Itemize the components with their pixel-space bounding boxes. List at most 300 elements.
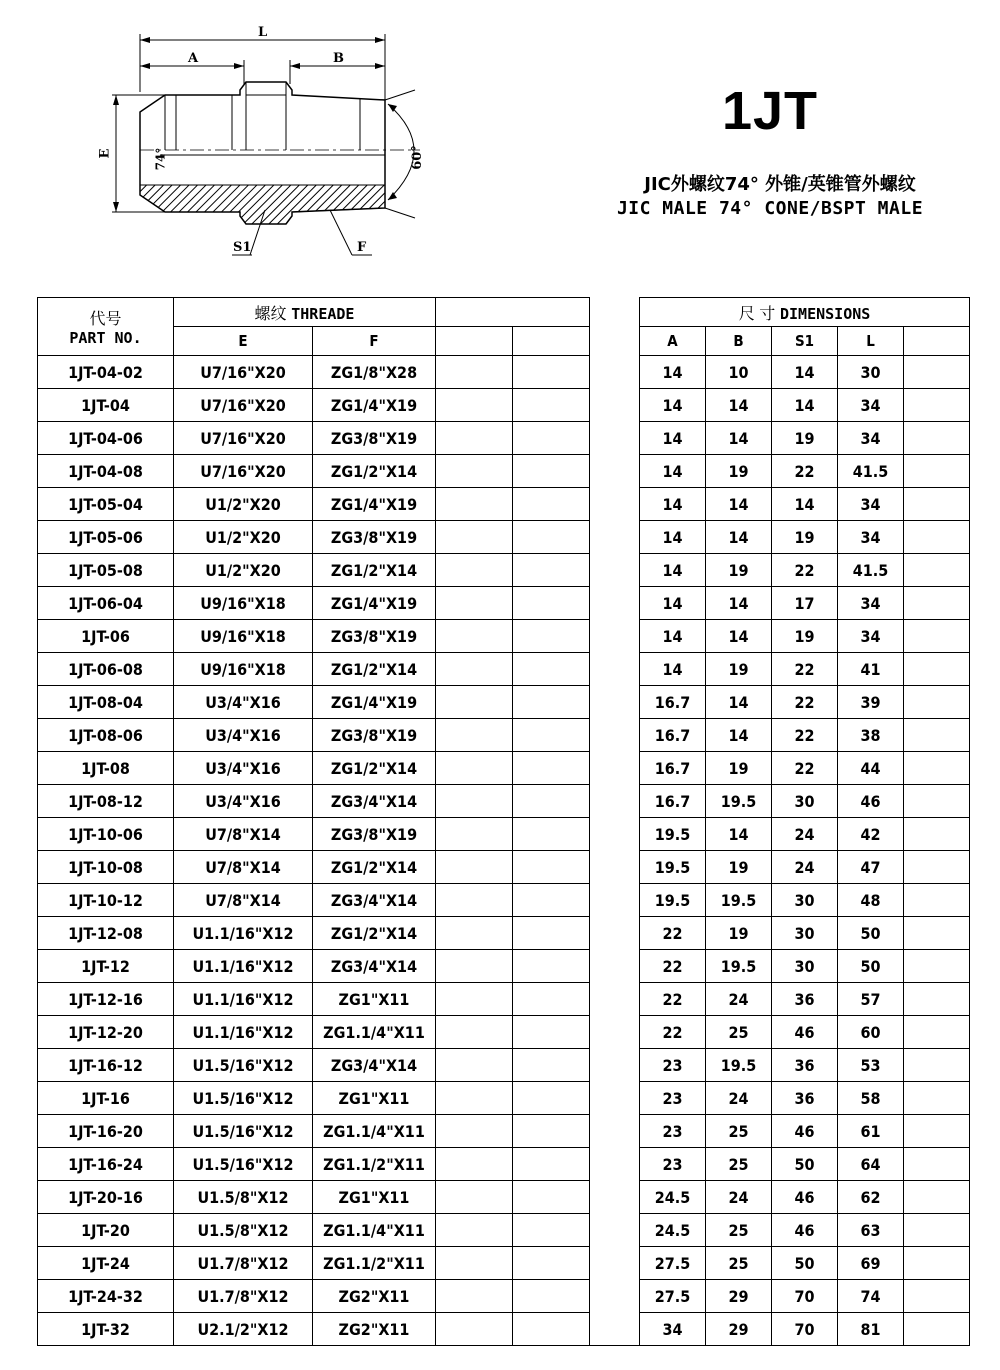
table-row bbox=[38, 653, 970, 686]
table-row bbox=[38, 950, 970, 983]
dim-label-74-degree: 74° bbox=[153, 147, 168, 171]
cell-dim-l: 53 bbox=[838, 1049, 904, 1082]
cell-dim-s1: 30 bbox=[772, 950, 838, 983]
cell-empty bbox=[513, 1049, 590, 1082]
row-gap bbox=[590, 686, 640, 719]
cell-empty bbox=[904, 686, 970, 719]
cell-dim-l: 30 bbox=[838, 356, 904, 389]
cell-thread-f: ZG3/8"X19 bbox=[313, 521, 436, 554]
cell-dim-l: 69 bbox=[838, 1247, 904, 1280]
row-gap bbox=[590, 818, 640, 851]
cell-dim-l: 42 bbox=[838, 818, 904, 851]
cell-empty bbox=[436, 1115, 513, 1148]
fitting-schematic bbox=[0, 0, 620, 290]
table-row bbox=[38, 1049, 970, 1082]
cell-thread-e: U9/16"X18 bbox=[174, 653, 313, 686]
cell-empty bbox=[436, 389, 513, 422]
header-col-e: E bbox=[174, 327, 313, 356]
cell-thread-f: ZG2"X11 bbox=[313, 1313, 436, 1346]
cell-thread-e: U1.7/8"X12 bbox=[174, 1247, 313, 1280]
cell-empty bbox=[513, 389, 590, 422]
table-row bbox=[38, 488, 970, 521]
cell-thread-f: ZG3/4"X14 bbox=[313, 950, 436, 983]
cell-thread-f: ZG1.1/2"X11 bbox=[313, 1148, 436, 1181]
cell-thread-f: ZG1/4"X19 bbox=[313, 686, 436, 719]
cell-thread-e: U1/2"X20 bbox=[174, 488, 313, 521]
cell-thread-e: U7/8"X14 bbox=[174, 818, 313, 851]
cell-empty bbox=[904, 488, 970, 521]
cell-empty bbox=[436, 1280, 513, 1313]
header-thread-cn: 螺纹 bbox=[254, 303, 287, 323]
cell-dim-a: 22 bbox=[640, 950, 706, 983]
table-row bbox=[38, 389, 970, 422]
cell-thread-f: ZG1/8"X28 bbox=[313, 356, 436, 389]
cell-dim-a: 34 bbox=[640, 1313, 706, 1346]
cell-empty bbox=[904, 752, 970, 785]
product-title: 1JT bbox=[721, 81, 819, 141]
row-gap bbox=[590, 554, 640, 587]
cell-dim-a: 23 bbox=[640, 1115, 706, 1148]
cell-empty bbox=[436, 587, 513, 620]
cell-thread-f: ZG3/4"X14 bbox=[313, 884, 436, 917]
cell-dim-a: 19.5 bbox=[640, 884, 706, 917]
cell-dim-s1: 14 bbox=[772, 389, 838, 422]
cell-dim-l: 34 bbox=[838, 521, 904, 554]
cell-dim-s1: 24 bbox=[772, 851, 838, 884]
cell-empty bbox=[904, 950, 970, 983]
cell-empty bbox=[904, 818, 970, 851]
cell-dim-b: 25 bbox=[706, 1115, 772, 1148]
cell-thread-f: ZG1.1/4"X11 bbox=[313, 1115, 436, 1148]
cell-dim-a: 14 bbox=[640, 587, 706, 620]
table-row bbox=[38, 620, 970, 653]
cell-thread-e: U1.1/16"X12 bbox=[174, 917, 313, 950]
header-col-s1: S1 bbox=[772, 327, 838, 356]
table-row bbox=[38, 1247, 970, 1280]
dim-label-b: B bbox=[333, 51, 344, 66]
cell-thread-f: ZG1/4"X19 bbox=[313, 587, 436, 620]
cell-dim-a: 14 bbox=[640, 620, 706, 653]
cell-dim-a: 22 bbox=[640, 917, 706, 950]
cell-empty bbox=[904, 1016, 970, 1049]
cell-thread-f: ZG3/4"X14 bbox=[313, 785, 436, 818]
cell-empty bbox=[513, 488, 590, 521]
cell-thread-f: ZG1/2"X14 bbox=[313, 752, 436, 785]
table-row bbox=[38, 818, 970, 851]
cell-empty bbox=[436, 1214, 513, 1247]
cell-dim-a: 16.7 bbox=[640, 719, 706, 752]
cell-part-number: 1JT-08 bbox=[38, 752, 174, 785]
cell-thread-e: U1.5/16"X12 bbox=[174, 1148, 313, 1181]
header-dimensions-cn: 尺 寸 bbox=[738, 303, 776, 323]
cell-thread-f: ZG1"X11 bbox=[313, 1082, 436, 1115]
table-row bbox=[38, 356, 970, 389]
cell-dim-b: 10 bbox=[706, 356, 772, 389]
cell-dim-s1: 30 bbox=[772, 785, 838, 818]
cell-dim-b: 19 bbox=[706, 917, 772, 950]
table-row bbox=[38, 884, 970, 917]
cell-dim-l: 81 bbox=[838, 1313, 904, 1346]
cell-empty bbox=[904, 1082, 970, 1115]
cell-part-number: 1JT-04-06 bbox=[38, 422, 174, 455]
cell-part-number: 1JT-08-04 bbox=[38, 686, 174, 719]
cell-thread-e: U1.5/8"X12 bbox=[174, 1214, 313, 1247]
cell-part-number: 1JT-04-08 bbox=[38, 455, 174, 488]
cell-dim-a: 14 bbox=[640, 455, 706, 488]
cell-empty bbox=[904, 356, 970, 389]
cell-thread-f: ZG1/2"X14 bbox=[313, 653, 436, 686]
cell-empty bbox=[513, 818, 590, 851]
cell-empty bbox=[513, 1148, 590, 1181]
header-col-b: B bbox=[706, 327, 772, 356]
cell-dim-b: 14 bbox=[706, 818, 772, 851]
table-row bbox=[38, 1280, 970, 1313]
table-row bbox=[38, 554, 970, 587]
header-col-l: L bbox=[838, 327, 904, 356]
cell-empty bbox=[436, 719, 513, 752]
cell-dim-s1: 24 bbox=[772, 818, 838, 851]
cell-dim-s1: 30 bbox=[772, 917, 838, 950]
cell-dim-l: 41.5 bbox=[838, 455, 904, 488]
cell-empty bbox=[513, 653, 590, 686]
cell-part-number: 1JT-12-20 bbox=[38, 1016, 174, 1049]
cell-thread-f: ZG1/4"X19 bbox=[313, 389, 436, 422]
cell-empty bbox=[513, 1016, 590, 1049]
cell-dim-a: 16.7 bbox=[640, 686, 706, 719]
cell-empty bbox=[513, 785, 590, 818]
cell-part-number: 1JT-08-12 bbox=[38, 785, 174, 818]
row-gap bbox=[590, 422, 640, 455]
cell-dim-b: 14 bbox=[706, 521, 772, 554]
cell-dim-b: 29 bbox=[706, 1313, 772, 1346]
cell-dim-l: 46 bbox=[838, 785, 904, 818]
cell-dim-s1: 46 bbox=[772, 1115, 838, 1148]
cell-dim-l: 34 bbox=[838, 620, 904, 653]
cell-part-number: 1JT-04-02 bbox=[38, 356, 174, 389]
cell-dim-b: 14 bbox=[706, 620, 772, 653]
cell-part-number: 1JT-12-16 bbox=[38, 983, 174, 1016]
cell-part-number: 1JT-12 bbox=[38, 950, 174, 983]
header-col-empty bbox=[513, 327, 590, 356]
row-gap bbox=[590, 1148, 640, 1181]
cell-dim-s1: 22 bbox=[772, 686, 838, 719]
cell-part-number: 1JT-24 bbox=[38, 1247, 174, 1280]
cell-thread-e: U3/4"X16 bbox=[174, 686, 313, 719]
cell-empty bbox=[436, 521, 513, 554]
header-thread-en: THREADE bbox=[291, 304, 355, 323]
cell-dim-a: 24.5 bbox=[640, 1214, 706, 1247]
dim-label-a: A bbox=[188, 51, 199, 66]
cell-thread-e: U2.1/2"X12 bbox=[174, 1313, 313, 1346]
cell-dim-l: 34 bbox=[838, 389, 904, 422]
cell-thread-e: U7/16"X20 bbox=[174, 389, 313, 422]
table-row bbox=[38, 752, 970, 785]
cell-empty bbox=[513, 554, 590, 587]
row-gap bbox=[590, 851, 640, 884]
row-gap bbox=[590, 1247, 640, 1280]
cell-part-number: 1JT-04 bbox=[38, 389, 174, 422]
cell-thread-e: U1.7/8"X12 bbox=[174, 1280, 313, 1313]
header-dimensions-en: DIMENSIONS bbox=[779, 304, 871, 323]
cell-dim-l: 60 bbox=[838, 1016, 904, 1049]
product-subtitle-english: JIC MALE 74° CONE/BSPT MALE bbox=[616, 198, 924, 219]
cell-part-number: 1JT-16-20 bbox=[38, 1115, 174, 1148]
row-gap bbox=[590, 1049, 640, 1082]
dim-label-l: L bbox=[258, 25, 268, 40]
dim-label-60-degree: 60° bbox=[409, 145, 425, 170]
cell-part-number: 1JT-05-04 bbox=[38, 488, 174, 521]
cell-dim-l: 58 bbox=[838, 1082, 904, 1115]
cell-empty bbox=[904, 653, 970, 686]
cell-dim-a: 19.5 bbox=[640, 851, 706, 884]
cell-dim-b: 25 bbox=[706, 1016, 772, 1049]
cell-empty bbox=[513, 1247, 590, 1280]
table-row bbox=[38, 521, 970, 554]
cell-empty bbox=[904, 851, 970, 884]
row-gap bbox=[590, 653, 640, 686]
cell-empty bbox=[904, 1148, 970, 1181]
cell-dim-b: 19.5 bbox=[706, 1049, 772, 1082]
cell-empty bbox=[904, 422, 970, 455]
cell-thread-e: U7/8"X14 bbox=[174, 851, 313, 884]
cell-dim-b: 14 bbox=[706, 719, 772, 752]
cell-empty bbox=[513, 719, 590, 752]
cell-dim-l: 41 bbox=[838, 653, 904, 686]
cell-thread-f: ZG1"X11 bbox=[313, 1181, 436, 1214]
cell-empty bbox=[904, 917, 970, 950]
cell-dim-a: 14 bbox=[640, 653, 706, 686]
row-gap bbox=[590, 983, 640, 1016]
cell-part-number: 1JT-12-08 bbox=[38, 917, 174, 950]
cell-dim-l: 62 bbox=[838, 1181, 904, 1214]
cell-dim-s1: 46 bbox=[772, 1016, 838, 1049]
cell-dim-b: 14 bbox=[706, 587, 772, 620]
cell-dim-l: 50 bbox=[838, 917, 904, 950]
row-gap bbox=[590, 389, 640, 422]
table-row bbox=[38, 917, 970, 950]
cell-dim-b: 19 bbox=[706, 851, 772, 884]
table-row bbox=[38, 686, 970, 719]
cell-dim-b: 14 bbox=[706, 422, 772, 455]
header-col-empty bbox=[436, 327, 513, 356]
cell-dim-a: 27.5 bbox=[640, 1280, 706, 1313]
cell-empty bbox=[904, 1115, 970, 1148]
cell-empty bbox=[904, 1247, 970, 1280]
cell-empty bbox=[513, 752, 590, 785]
cell-empty bbox=[513, 356, 590, 389]
cell-empty bbox=[436, 851, 513, 884]
cell-thread-f: ZG1.1/2"X11 bbox=[313, 1247, 436, 1280]
cell-thread-e: U1.5/16"X12 bbox=[174, 1082, 313, 1115]
row-gap bbox=[590, 455, 640, 488]
cell-empty bbox=[904, 884, 970, 917]
cell-dim-b: 14 bbox=[706, 389, 772, 422]
cell-dim-a: 14 bbox=[640, 356, 706, 389]
cell-dim-s1: 50 bbox=[772, 1247, 838, 1280]
row-gap bbox=[590, 620, 640, 653]
cell-dim-l: 34 bbox=[838, 488, 904, 521]
cell-thread-f: ZG1/2"X14 bbox=[313, 917, 436, 950]
cell-thread-f: ZG1.1/4"X11 bbox=[313, 1214, 436, 1247]
cell-thread-e: U3/4"X16 bbox=[174, 719, 313, 752]
cell-dim-s1: 70 bbox=[772, 1313, 838, 1346]
table-row bbox=[38, 1115, 970, 1148]
cell-thread-f: ZG2"X11 bbox=[313, 1280, 436, 1313]
row-gap bbox=[590, 1313, 640, 1346]
cell-thread-f: ZG3/8"X19 bbox=[313, 620, 436, 653]
cell-dim-s1: 19 bbox=[772, 422, 838, 455]
cell-thread-e: U9/16"X18 bbox=[174, 620, 313, 653]
cell-empty bbox=[513, 422, 590, 455]
table-row bbox=[38, 1214, 970, 1247]
cell-dim-s1: 36 bbox=[772, 1082, 838, 1115]
cell-part-number: 1JT-10-08 bbox=[38, 851, 174, 884]
cell-thread-f: ZG1.1/4"X11 bbox=[313, 1016, 436, 1049]
cell-empty bbox=[513, 1280, 590, 1313]
cell-thread-e: U1.1/16"X12 bbox=[174, 1016, 313, 1049]
cell-empty bbox=[904, 554, 970, 587]
row-gap bbox=[590, 884, 640, 917]
header-col-empty bbox=[904, 327, 970, 356]
cell-part-number: 1JT-10-12 bbox=[38, 884, 174, 917]
cell-empty bbox=[436, 1049, 513, 1082]
table-row bbox=[38, 422, 970, 455]
row-gap bbox=[590, 752, 640, 785]
cell-empty bbox=[904, 1313, 970, 1346]
cell-thread-e: U1/2"X20 bbox=[174, 521, 313, 554]
cell-empty bbox=[436, 1181, 513, 1214]
header-part-number bbox=[38, 298, 174, 356]
cell-empty bbox=[436, 1082, 513, 1115]
cell-dim-l: 74 bbox=[838, 1280, 904, 1313]
cell-thread-f: ZG1/2"X14 bbox=[313, 851, 436, 884]
cell-empty bbox=[513, 1181, 590, 1214]
cell-dim-l: 39 bbox=[838, 686, 904, 719]
header-gap bbox=[590, 298, 640, 356]
cell-empty bbox=[436, 1148, 513, 1181]
cell-part-number: 1JT-06 bbox=[38, 620, 174, 653]
cell-empty bbox=[436, 488, 513, 521]
cell-empty bbox=[513, 950, 590, 983]
cell-thread-f: ZG1"X11 bbox=[313, 983, 436, 1016]
table-row bbox=[38, 455, 970, 488]
row-gap bbox=[590, 785, 640, 818]
cell-dim-l: 48 bbox=[838, 884, 904, 917]
cell-part-number: 1JT-16 bbox=[38, 1082, 174, 1115]
cell-dim-a: 27.5 bbox=[640, 1247, 706, 1280]
cell-dim-l: 47 bbox=[838, 851, 904, 884]
cell-dim-s1: 50 bbox=[772, 1148, 838, 1181]
cell-empty bbox=[436, 983, 513, 1016]
cell-dim-s1: 22 bbox=[772, 554, 838, 587]
cell-empty bbox=[904, 983, 970, 1016]
cell-empty bbox=[436, 554, 513, 587]
cell-part-number: 1JT-16-24 bbox=[38, 1148, 174, 1181]
cell-empty bbox=[904, 389, 970, 422]
cell-empty bbox=[436, 620, 513, 653]
cell-empty bbox=[513, 686, 590, 719]
cell-empty bbox=[513, 1313, 590, 1346]
cell-empty bbox=[513, 1115, 590, 1148]
cell-dim-l: 63 bbox=[838, 1214, 904, 1247]
cell-thread-e: U1.5/16"X12 bbox=[174, 1049, 313, 1082]
cell-dim-s1: 17 bbox=[772, 587, 838, 620]
cell-dim-s1: 36 bbox=[772, 1049, 838, 1082]
cell-dim-a: 16.7 bbox=[640, 752, 706, 785]
cell-dim-s1: 30 bbox=[772, 884, 838, 917]
cell-dim-s1: 19 bbox=[772, 620, 838, 653]
header-part-number-cn: 代号 bbox=[89, 309, 122, 328]
cell-dim-l: 57 bbox=[838, 983, 904, 1016]
header-thread bbox=[174, 298, 436, 327]
cell-empty bbox=[904, 1181, 970, 1214]
cell-empty bbox=[904, 1049, 970, 1082]
cell-dim-b: 25 bbox=[706, 1148, 772, 1181]
row-gap bbox=[590, 488, 640, 521]
cell-empty bbox=[436, 785, 513, 818]
cell-empty bbox=[436, 950, 513, 983]
cell-dim-s1: 70 bbox=[772, 1280, 838, 1313]
cell-part-number: 1JT-20 bbox=[38, 1214, 174, 1247]
cell-dim-b: 19.5 bbox=[706, 950, 772, 983]
cell-empty bbox=[436, 1313, 513, 1346]
cell-empty bbox=[513, 587, 590, 620]
cell-part-number: 1JT-10-06 bbox=[38, 818, 174, 851]
cell-empty bbox=[513, 983, 590, 1016]
table-row bbox=[38, 785, 970, 818]
cell-thread-e: U7/16"X20 bbox=[174, 455, 313, 488]
row-gap bbox=[590, 1016, 640, 1049]
cell-part-number: 1JT-08-06 bbox=[38, 719, 174, 752]
cell-empty bbox=[436, 356, 513, 389]
table-row bbox=[38, 719, 970, 752]
cell-dim-l: 61 bbox=[838, 1115, 904, 1148]
cell-dim-s1: 36 bbox=[772, 983, 838, 1016]
cell-dim-l: 38 bbox=[838, 719, 904, 752]
cell-empty bbox=[513, 1214, 590, 1247]
cell-dim-b: 25 bbox=[706, 1214, 772, 1247]
cell-dim-a: 22 bbox=[640, 1016, 706, 1049]
table-row bbox=[38, 983, 970, 1016]
cell-part-number: 1JT-06-04 bbox=[38, 587, 174, 620]
cell-empty bbox=[436, 653, 513, 686]
cell-dim-a: 14 bbox=[640, 422, 706, 455]
cell-dim-s1: 19 bbox=[772, 521, 838, 554]
cell-dim-s1: 46 bbox=[772, 1214, 838, 1247]
cell-empty bbox=[436, 455, 513, 488]
cell-thread-e: U1.5/8"X12 bbox=[174, 1181, 313, 1214]
cell-empty bbox=[436, 1247, 513, 1280]
cell-thread-e: U7/8"X14 bbox=[174, 884, 313, 917]
cell-empty bbox=[513, 521, 590, 554]
cell-thread-f: ZG3/8"X19 bbox=[313, 818, 436, 851]
cell-dim-s1: 22 bbox=[772, 719, 838, 752]
cell-empty bbox=[904, 1214, 970, 1247]
dim-label-s1: S1 bbox=[233, 240, 252, 255]
cell-thread-e: U9/16"X18 bbox=[174, 587, 313, 620]
cell-empty bbox=[513, 917, 590, 950]
cell-part-number: 1JT-24-32 bbox=[38, 1280, 174, 1313]
cell-dim-l: 44 bbox=[838, 752, 904, 785]
cell-thread-e: U1/2"X20 bbox=[174, 554, 313, 587]
row-gap bbox=[590, 1214, 640, 1247]
cell-part-number: 1JT-20-16 bbox=[38, 1181, 174, 1214]
cell-thread-e: U1.5/16"X12 bbox=[174, 1115, 313, 1148]
cell-dim-a: 16.7 bbox=[640, 785, 706, 818]
product-subtitle-chinese: JIC外螺纹74° 外锥/英锥管外螺纹 bbox=[644, 174, 916, 195]
cell-empty bbox=[436, 1016, 513, 1049]
cell-thread-e: U1.1/16"X12 bbox=[174, 983, 313, 1016]
